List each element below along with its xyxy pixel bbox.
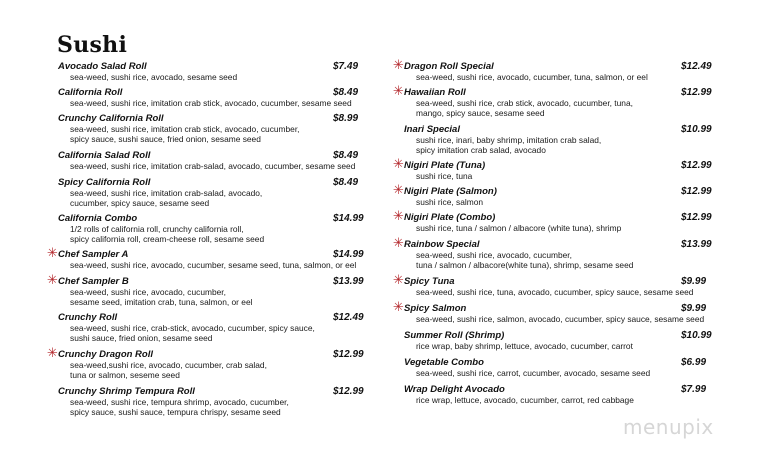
description-line: spicy california roll, cream-cheese roll, sesame seed: [70, 234, 265, 244]
item-name: Avocado Salad Roll: [58, 61, 147, 72]
description-line: sushi rice, inari, baby shrimp, imitation crab salad,: [416, 135, 602, 145]
description-line: sea-weed, sushi rice, imitation crab stick, avocado, cucumber, sesame seed: [70, 98, 352, 108]
item-name: Chef Sampler A: [58, 249, 129, 260]
item-description: [58, 397, 368, 417]
item-price: $10.99: [681, 330, 712, 341]
menu-item: [404, 330, 716, 351]
description-line: sea-weed, sushi rice, crab-stick, avocado, cucumber, spicy sauce,: [70, 323, 315, 333]
asterisk-icon: ✳: [393, 236, 404, 251]
menu-item: [58, 386, 368, 417]
item-description: [404, 341, 716, 351]
description-line: sushi rice, tuna / salmon / albacore (white tuna), shrimp: [416, 223, 622, 233]
item-price: $12.99: [681, 160, 712, 171]
item-description: [404, 72, 716, 82]
item-description: [404, 197, 716, 207]
description-line: spicy imitation crab salad, avocado: [416, 145, 546, 155]
description-line: sesame seed, imitation crab, tuna, salmon, or eel: [70, 297, 253, 307]
description-line: sea-weed, sushi rice, salmon, avocado, cucumber, spicy sauce, sesame seed: [416, 314, 705, 324]
menu-item: [393, 157, 716, 181]
menu-item: [58, 312, 368, 343]
item-name: Inari Special: [404, 124, 460, 135]
menu-item: [393, 300, 716, 324]
item-name: Chef Sampler B: [58, 276, 129, 287]
menu-item: [393, 84, 716, 118]
description-line: sea-weed, sushi rice, imitation crab-salad, avocado,: [70, 188, 263, 198]
item-description: [404, 314, 716, 324]
asterisk-icon: ✳: [393, 84, 404, 99]
item-description: [58, 124, 368, 144]
menu-item: [404, 384, 716, 405]
asterisk-icon: ✳: [393, 273, 404, 288]
menu-item: [58, 113, 368, 144]
description-line: sea-weed,sushi rice, avocado, cucumber, crab salad,: [70, 360, 267, 370]
item-price: $12.99: [333, 386, 364, 397]
item-price: $8.99: [333, 113, 359, 124]
item-description: [404, 223, 716, 233]
menu-item: [393, 209, 716, 233]
menu-item: [393, 58, 716, 82]
item-price: $13.99: [333, 276, 364, 287]
item-description: [58, 360, 368, 380]
description-line: 1/2 rolls of california roll, crunchy california roll,: [70, 224, 244, 234]
item-description: [404, 171, 716, 181]
item-name: Nigiri Plate (Tuna): [404, 160, 486, 171]
item-description: [58, 72, 368, 82]
description-line: sea-weed, sushi rice, avocado, cucumber, tuna, salmon, or eel: [416, 72, 648, 82]
menu-item: [393, 236, 716, 270]
description-line: sea-weed, sushi rice, carrot, cucumber, avocado, sesame seed: [416, 368, 651, 378]
description-line: sushi rice, salmon: [416, 197, 484, 207]
item-price: $12.99: [681, 212, 712, 223]
description-line: rice wrap, lettuce, avocado, cucumber, carrot, red cabbage: [416, 395, 634, 405]
description-line: sea-weed, sushi rice, tempura shrimp, avocado, cucumber,: [70, 397, 289, 407]
watermark: menupix: [623, 415, 714, 439]
description-line: spicy sauce, sushi sauce, fried onion, sesame seed: [70, 134, 261, 144]
item-price: $8.49: [333, 87, 359, 98]
item-name: Rainbow Special: [404, 239, 480, 250]
asterisk-icon: ✳: [393, 58, 404, 73]
item-name: Crunchy California Roll: [58, 113, 164, 124]
description-line: sea-weed, sushi rice, avocado, cucumber,: [70, 287, 226, 297]
item-name: Dragon Roll Special: [404, 61, 494, 72]
item-description: [58, 188, 368, 208]
item-price: $7.99: [681, 384, 707, 395]
description-line: sea-weed, sushi rice, tuna, avocado, cucumber, spicy sauce, sesame seed: [416, 287, 694, 297]
menu-item: [404, 357, 716, 378]
item-name: Wrap Delight Avocado: [404, 384, 505, 395]
menu-item: [58, 177, 368, 208]
menu-item: [393, 273, 716, 297]
item-description: [404, 98, 716, 118]
item-description: [404, 250, 716, 270]
menu-item: [404, 124, 716, 155]
description-line: sushi rice, tuna: [416, 171, 473, 181]
menu-title: Sushi: [57, 32, 128, 58]
item-price: $14.99: [333, 213, 364, 224]
item-name: Spicy Tuna: [404, 276, 455, 287]
description-line: sea-weed, sushi rice, avocado, cucumber, sesame seed, tuna, salmon, or eel: [70, 260, 357, 270]
item-name: Hawaiian Roll: [404, 87, 466, 98]
asterisk-icon: ✳: [47, 246, 58, 261]
description-line: mango, spicy sauce, sesame seed: [416, 108, 545, 118]
item-description: [404, 287, 716, 297]
item-price: $8.49: [333, 177, 359, 188]
item-price: $12.49: [333, 312, 364, 323]
item-name: California Combo: [58, 213, 138, 224]
item-name: Nigiri Plate (Combo): [404, 212, 496, 223]
item-name: Nigiri Plate (Salmon): [404, 186, 497, 197]
asterisk-icon: ✳: [393, 209, 404, 224]
menu-item: [47, 346, 368, 380]
item-description: [58, 287, 368, 307]
item-price: $12.99: [333, 349, 364, 360]
item-name: Spicy California Roll: [58, 177, 151, 188]
item-price: $14.99: [333, 249, 364, 260]
menu-item: [393, 183, 716, 207]
item-name: California Salad Roll: [58, 150, 151, 161]
menu-item: [47, 273, 368, 307]
item-name: Crunchy Dragon Roll: [58, 349, 154, 360]
description-line: cucumber, spicy sauce, sesame seed: [70, 198, 210, 208]
asterisk-icon: ✳: [393, 183, 404, 198]
menu-item: [58, 61, 368, 82]
item-price: $12.99: [681, 186, 712, 197]
description-line: tuna / salmon / albacore(white tuna), shrimp, sesame seed: [416, 260, 634, 270]
item-price: $13.99: [681, 239, 712, 250]
description-line: sushi sauce, fried onion, sesame seed: [70, 333, 213, 343]
item-price: $10.99: [681, 124, 712, 135]
menu-item: [58, 213, 368, 244]
item-price: $9.99: [681, 276, 707, 287]
menu-item: [47, 246, 368, 270]
item-price: $7.49: [333, 61, 359, 72]
item-price: $12.99: [681, 87, 712, 98]
item-price: $6.99: [681, 357, 707, 368]
item-description: [404, 135, 716, 155]
menu-item: [58, 87, 368, 108]
menu-item: [58, 150, 368, 171]
description-line: tuna or salmon, seseme seed: [70, 370, 180, 380]
item-price: $12.49: [681, 61, 712, 72]
item-name: Spicy Salmon: [404, 303, 467, 314]
description-line: sea-weed, sushi rice, imitation crab-salad, avocado, cucumber, sesame seed: [70, 161, 356, 171]
item-name: Crunchy Shrimp Tempura Roll: [58, 386, 195, 397]
description-line: sea-weed, sushi rice, avocado, sesame seed: [70, 72, 238, 82]
item-name: Crunchy Roll: [58, 312, 118, 323]
description-line: spicy sauce, sushi sauce, tempura chrispy, sesame seed: [70, 407, 281, 417]
item-description: [58, 323, 368, 343]
description-line: sea-weed, sushi rice, imitation crab stick, avocado, cucumber,: [70, 124, 300, 134]
item-price: $9.99: [681, 303, 707, 314]
asterisk-icon: ✳: [393, 157, 404, 172]
item-price: $8.49: [333, 150, 359, 161]
item-name: California Roll: [58, 87, 123, 98]
asterisk-icon: ✳: [47, 346, 58, 361]
item-description: [58, 260, 368, 270]
asterisk-icon: ✳: [47, 273, 58, 288]
asterisk-icon: ✳: [393, 300, 404, 315]
item-description: [404, 368, 716, 378]
item-description: [58, 161, 368, 171]
description-line: rice wrap, baby shrimp, lettuce, avocado, cucumber, carrot: [416, 341, 633, 351]
item-name: Vegetable Combo: [404, 357, 484, 368]
description-line: sea-weed, sushi rice, crab stick, avocado, cucumber, tuna,: [416, 98, 633, 108]
item-description: [58, 224, 368, 244]
description-line: sea-weed, sushi rice, avocado, cucumber,: [416, 250, 572, 260]
item-description: [404, 395, 716, 405]
item-name: Summer Roll (Shrimp): [404, 330, 505, 341]
item-description: [58, 98, 368, 108]
